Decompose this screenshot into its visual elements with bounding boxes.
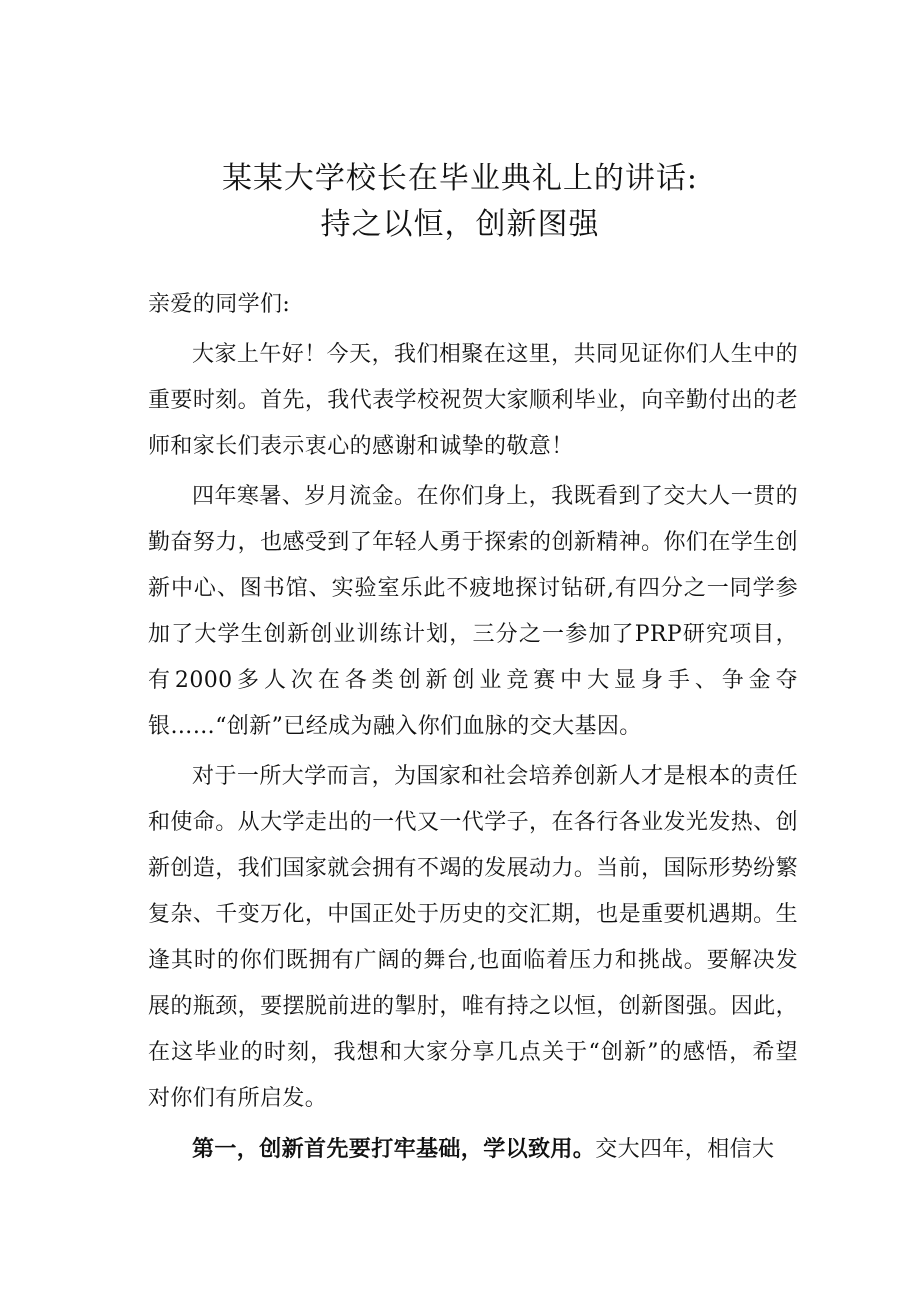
paragraph-greeting: 大家上午好！今天，我们相聚在这里，共同见证你们人生中的重要时刻。首先，我代表学校祝贺大家顺利毕业，向辛勤付出的老师和家长们表示衷心的感谢和诚挚的敬意！ bbox=[148, 342, 798, 459]
title-line-2: 持之以恒，创新图强 bbox=[320, 207, 600, 242]
point-one-heading: 第一，创新首先要打牢基础，学以致用。 bbox=[192, 1136, 596, 1162]
point-one-text: 交大四年，相信大 bbox=[595, 1137, 775, 1162]
title-line-1: 某某大学校长在毕业典礼上的讲话: bbox=[221, 161, 699, 196]
paragraph-four-years: 四年寒暑、岁月流金。在你们身上，我既看到了交大人一贯的勤奋努力，也感受到了年轻人勇于探索的创新精神。你们在学生创新中心、图书馆、实验室乐此不疲地探讨钻研,有四分之一同学参加了大学生创新创业训练计划，三分之一参加了PRP研究项目，有2000多人次在各类创新创业竞赛中大显身手、争金夺银……“创新”已经成为融入你们血脉的交大基因。 bbox=[148, 484, 798, 739]
paragraph-point-one bbox=[148, 1126, 798, 1173]
salutation: 亲爱的同学们: bbox=[148, 292, 291, 317]
paragraph-mission: 对于一所大学而言，为国家和社会培养创新人才是根本的责任和使命。从大学走出的一代又一代学子，在各行各业发光发热、创新创造，我们国家就会拥有不竭的发展动力。当前，国际形势纷繁复杂、千变万化，中国正处于历史的交汇期，也是重要机遇期。生逢其时的你们既拥有广阔的舞台,也面临着压力和挑战。要解决发展的瓶颈，要摆脱前进的掣肘，唯有持之以恒，创新图强。因此，在这毕业的时刻，我想和大家分享几点关于“创新”的感悟，希望对你们有所启发。 bbox=[148, 764, 798, 1111]
document-title bbox=[0, 156, 920, 248]
speech-body bbox=[148, 282, 798, 1173]
